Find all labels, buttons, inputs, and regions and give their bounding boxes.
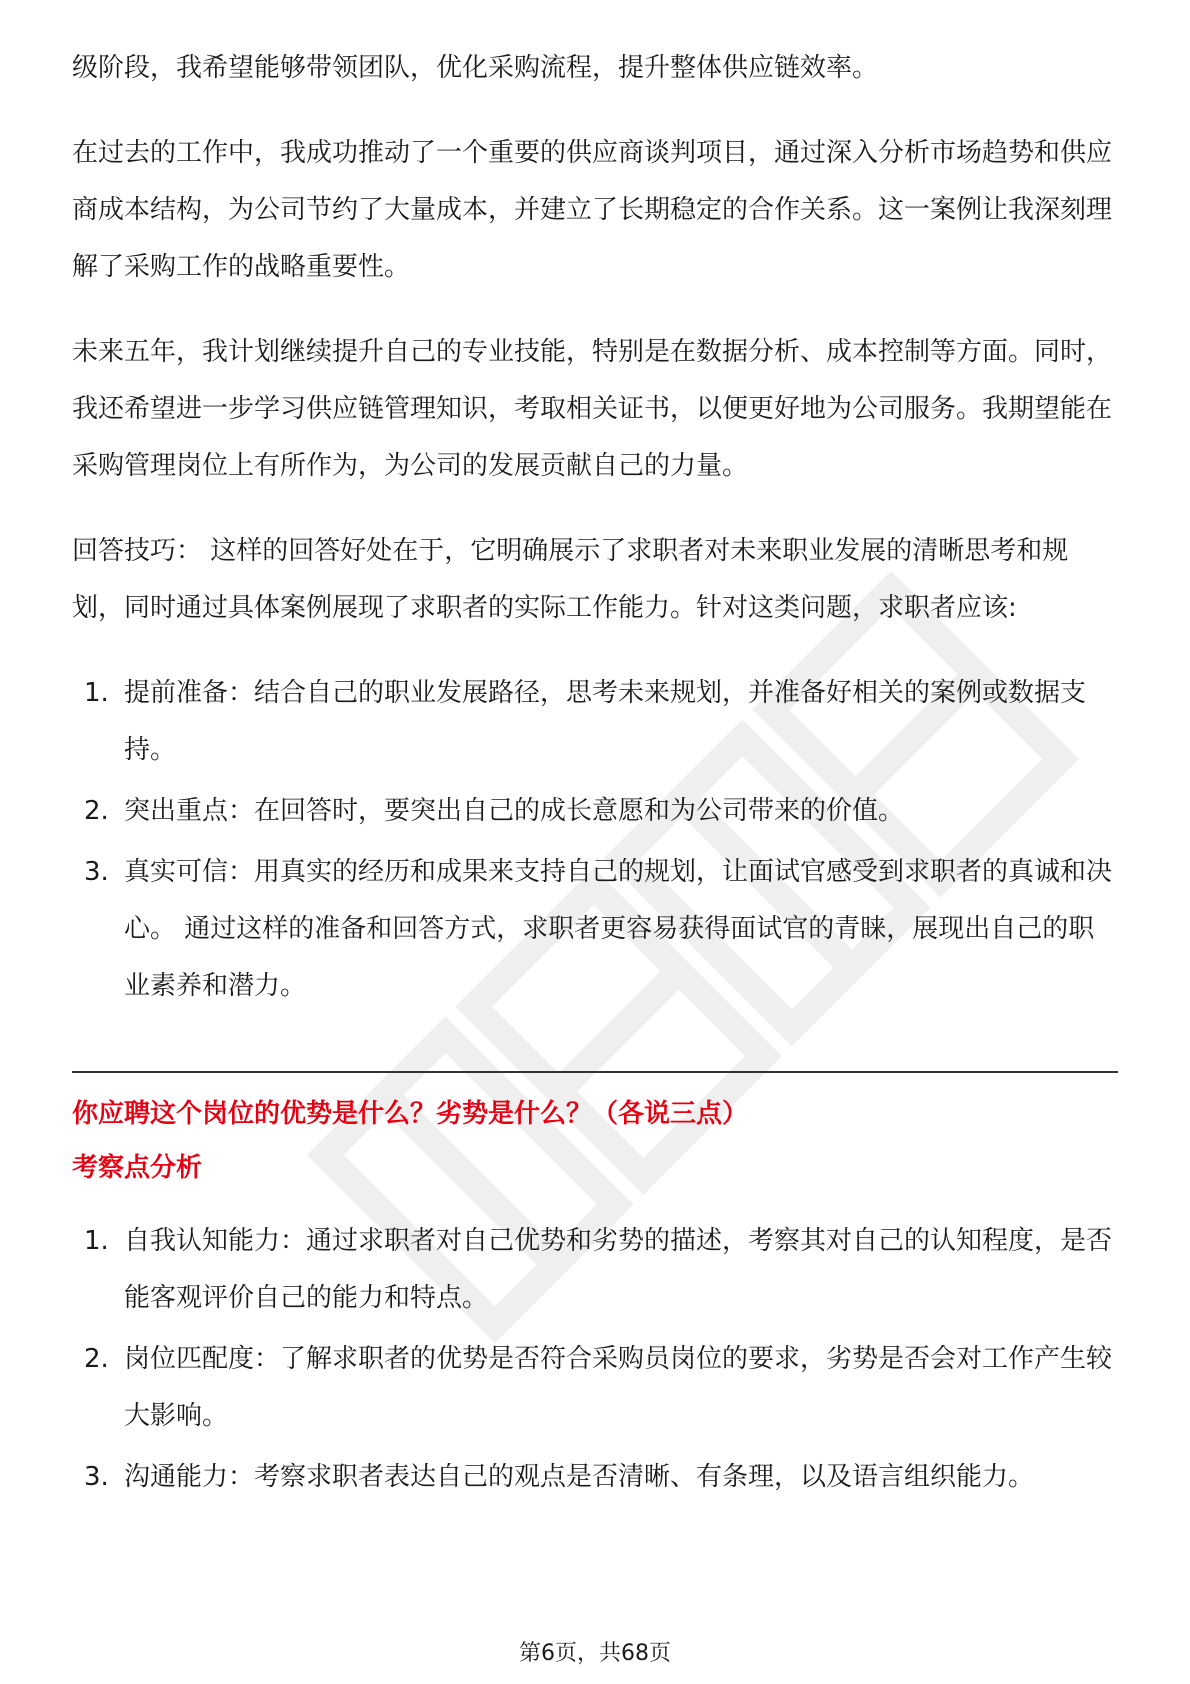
tips-list <box>72 665 1118 1015</box>
list-item <box>72 1213 1118 1327</box>
list-number: 3. <box>84 1462 109 1492</box>
list-number: 3. <box>84 857 109 887</box>
paragraph-career-stage: 级阶段，我希望能够带领团队，优化采购流程，提升整体供应链效率。 <box>72 53 879 83</box>
list-item <box>72 844 1118 1015</box>
list-text: 突出重点：在回答时，要突出自己的成长意愿和为公司带来的价值。 <box>124 796 905 826</box>
analysis-heading: 考察点分析 <box>72 1153 203 1183</box>
document-page <box>72 40 1118 1534</box>
list-number: 2. <box>84 796 109 826</box>
list-text: 真实可信：用真实的经历和成果来支持自己的规划，让面试官感受到求职者的真诚和决心。 通过这样的准备和回答方式，求职者更容易获得面试官的青睐，展现出自己的职业素养和潜力。 <box>124 857 1113 1001</box>
list-number: 1. <box>84 678 109 708</box>
list-item <box>72 665 1118 779</box>
list-text: 提前准备：结合自己的职业发展路径，思考未来规划，并准备好相关的案例或数据支持。 <box>124 678 1087 765</box>
list-text: 自我认知能力：通过求职者对自己优势和劣势的描述，考察其对自己的认知程度，是否能客观评价自己的能力和特点。 <box>124 1226 1113 1313</box>
list-text: 沟通能力：考察求职者表达自己的观点是否清晰、有条理，以及语言组织能力。 <box>124 1462 1035 1492</box>
list-text: 岗位匹配度：了解求职者的优势是否符合采购员岗位的要求，劣势是否会对工作产生较大影响。 <box>124 1344 1113 1431</box>
paragraph-five-year-plan: 未来五年，我计划继续提升自己的专业技能，特别是在数据分析、成本控制等方面。同时，我还希望进一步学习供应链管理知识，考取相关证书，以便更好地为公司服务。我期望能在采购管理岗位上有所作为，为公司的发展贡献自己的力量。 <box>72 337 1113 481</box>
analysis-list <box>72 1213 1118 1506</box>
page-footer: 第6页，共68页 <box>519 1641 671 1666</box>
question-heading: 你应聘这个岗位的优势是什么？劣势是什么？（各说三点） <box>72 1099 749 1129</box>
list-number: 2. <box>84 1344 109 1374</box>
list-item <box>72 1449 1118 1506</box>
list-item <box>72 1331 1118 1445</box>
list-item <box>72 783 1118 840</box>
list-number: 1. <box>84 1226 109 1256</box>
paragraph-answer-tips: 回答技巧： 这样的回答好处在于，它明确展示了求职者对未来职业发展的清晰思考和规划，同时通过具体案例展现了求职者的实际工作能力。针对这类问题，求职者应该: <box>72 536 1069 623</box>
section-divider <box>72 1071 1118 1073</box>
paragraph-past-work: 在过去的工作中，我成功推动了一个重要的供应商谈判项目，通过深入分析市场趋势和供应商成本结构，为公司节约了大量成本，并建立了长期稳定的合作关系。这一案例让我深刻理解了采购工作的战略重要性。 <box>72 138 1113 282</box>
